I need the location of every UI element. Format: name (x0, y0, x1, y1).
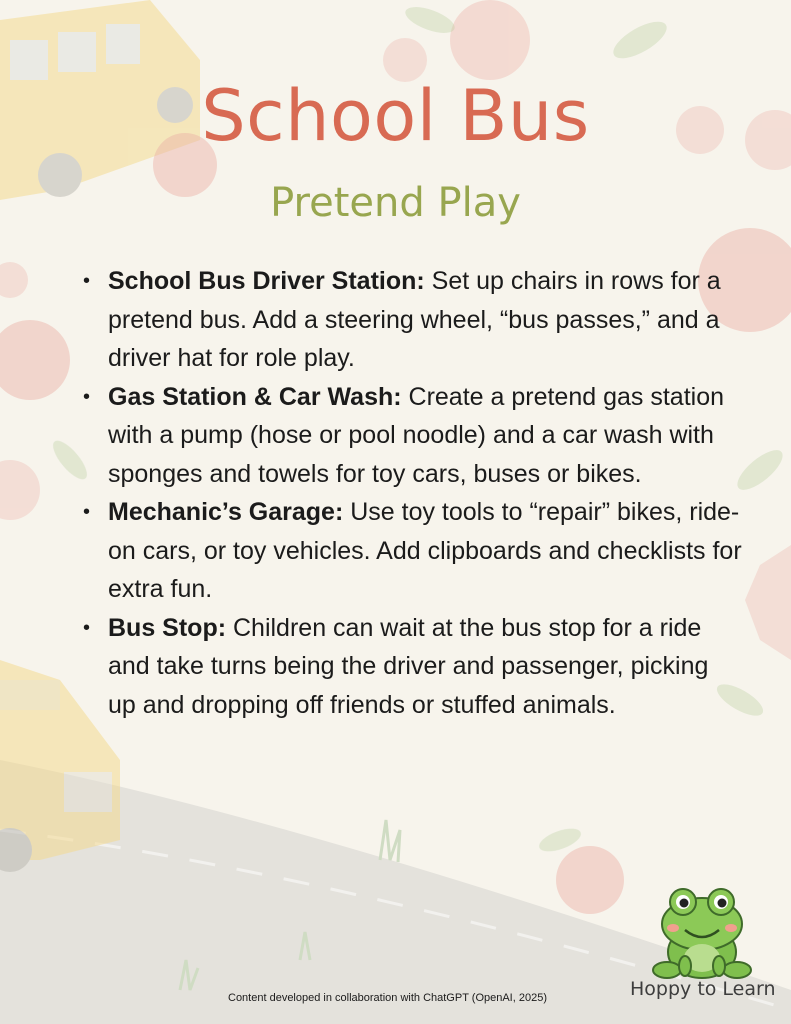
activity-name: Mechanic’s Garage: (108, 498, 344, 526)
list-item (82, 262, 742, 378)
activity-description: Use toy tools to “repair” bikes, ride-on cars, or toy vehicles. Add clipboards and checklists for extra fun. (108, 498, 742, 603)
list-item (82, 378, 742, 494)
list-item (82, 609, 742, 725)
activity-name: Gas Station & Car Wash: (108, 382, 402, 411)
activity-description: Children can wait at the bus stop for a ride and take turns being the driver and passenger, picking up and dropping off friends or stuffed animals. (108, 613, 709, 719)
page-subtitle: Pretend Play (270, 180, 521, 226)
activity-name: Bus Stop: (108, 613, 227, 642)
brand-name: Hoppy to Learn (630, 978, 776, 1000)
list-item (82, 493, 742, 609)
activity-name: School Bus Driver Station: (108, 267, 425, 295)
activity-description: Set up chairs in rows for a pretend bus. Add a steering wheel, “bus passes,” and a driver hat for role play. (108, 267, 721, 372)
frog-logo-icon (645, 886, 759, 982)
content-credit: Content developed in collaboration with ChatGPT (OpenAI, 2025) (228, 992, 547, 1004)
page-title: School Bus (201, 75, 590, 157)
activity-list (82, 262, 742, 724)
activity-description: Create a pretend gas station with a pump (hose or pool noodle) and a car wash with sponges and towels for toy cars, buses or bikes. (108, 382, 725, 488)
